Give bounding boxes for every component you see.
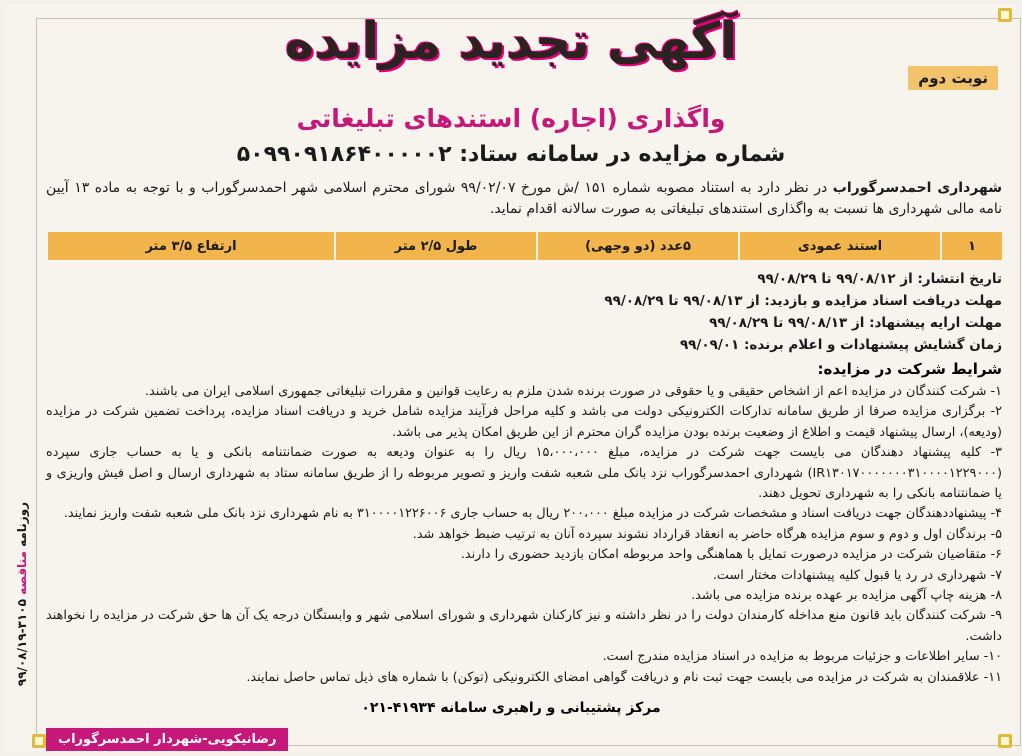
terms-list [46, 382, 1002, 688]
corner-ornament-bottom-left [32, 734, 46, 748]
term-item: ۹- شرکت کنندگان باید قانون منع مداخله کارمندان دولت را در نظر داشته و نیز کارکنان شهرداری و شورای اسلامی شهر و وابستگان درجه یک آن ها حق شرکت در مزایده را نخواهند داشت. [46, 608, 1002, 644]
ad-subtitle: واگذاری (اجاره) استندهای تبلیغاتی [296, 104, 726, 133]
corner-ornament-bottom-right [998, 734, 1012, 748]
support-center-line: مرکز پشتیبانی و راهبری سامانه ۴۱۹۳۴-۰۲۱ [361, 700, 661, 716]
intro-lead: شهرداری احمدسرگوراب [832, 180, 1003, 196]
term-item: ۲- برگزاری مزایده صرفا از طریق سامانه تدارکات الکترونیکی دولت می باشد و کلیه مراحل فرآیند مزایده شامل خرید و دریافت اسناد مزایده، پرداخت تضمین شرکت در مزایده (ودیعه)، ارسال پیشنهاد قیمت و اطلاع از وضعیت برنده بودن مزایده گران محترم از این طریق امکان پذیر می باشد. [46, 404, 1002, 440]
date-publish: تاریخ انتشار: از ۹۹/۰۸/۱۲ تا ۹۹/۰۸/۲۹ [757, 271, 1002, 287]
date-documents: مهلت دریافت اسناد مزایده و بازدید: از ۹۹/۰۸/۱۳ تا ۹۹/۰۸/۲۹ [604, 293, 1002, 309]
date-opening: زمان گشایش پیشنهادات و اعلام برنده: ۹۹/۰۹/۰۱ [679, 337, 1002, 353]
terms-heading: شرایط شرکت در مزایده: [817, 360, 1002, 378]
newspaper-side-label [10, 444, 34, 744]
signature-footer: رضانیکویی-شهردار احمدسرگوراب [46, 728, 288, 751]
side-issue: ۳۱۰۵-۹۹/۰۸/۱۹ [15, 599, 29, 687]
ad-title: آگهی تجدید مزایده [284, 12, 738, 70]
side-brand: مناقصه [15, 551, 29, 595]
round-badge: نوبت دوم [908, 66, 998, 90]
table-cell-index: ۱ [940, 232, 1002, 260]
table-cell-length: طول ۲/۵ متر [334, 232, 536, 260]
intro-text: در نظر دارد به استناد مصوبه شماره ۱۵۱ /ش مورخ ۹۹/۰۲/۰۷ شورای محترم اسلامی شهر احمدسرگوراب و با توجه به ماده ۱۳ آیین نامه مالی شهرداری ها نسبت به واگذاری استندهای تبلیغاتی به صورت سالانه اقدام نماید. [46, 180, 1002, 217]
tender-number: شماره مزایده در سامانه ستاد: ۵۰۹۹۰۹۱۸۶۴۰۰۰۰۰۲ [236, 142, 786, 167]
advertisement-page [6, 4, 1016, 752]
term-item: ۸- هزینه چاپ آگهی مزایده بر عهده برنده مزایده می باشد. [691, 588, 1002, 604]
table-cell-count: ۵عدد (دو وجهی) [536, 232, 738, 260]
term-item: ۷- شهرداری در رد یا قبول کلیه پیشنهادات مختار است. [712, 567, 1002, 583]
term-item: ۱۱- علاقمندان به شرکت در مزایده می بایست جهت ثبت نام و دریافت گواهی امضای الکترونیکی (توکن) با شماره های ذیل تماس حاصل نمایند. [246, 669, 1002, 685]
ad-title-banner [6, 12, 1016, 70]
term-item: ۴- پیشنهاددهندگان جهت دریافت اسناد و مشخصات شرکت در مزایده مبلغ ۲۰۰،۰۰۰ ریال به حساب جاری ۳۱۰۰۰۰۱۲۲۶۰۰۶ به نام شهرداری نزد بانک ملی شعبه شفت واریز نمایند. [63, 506, 1002, 522]
table-cell-item: استند عمودی [738, 232, 940, 260]
intro-paragraph [46, 178, 1002, 220]
table-cell-height: ارتفاع ۳/۵ متر [46, 232, 334, 260]
term-item: ۱۰- سایر اطلاعات و جزئیات مربوط به مزایده در اسناد مزایده مندرج است. [602, 649, 1002, 665]
date-proposal: مهلت ارایه پیشنهاد: از ۹۹/۰۸/۱۳ تا ۹۹/۰۸/۲۹ [709, 315, 1002, 331]
side-prefix: روزنامه [15, 501, 29, 547]
term-item: ۳- کلیه پیشنهاد دهندگان می بایست جهت شرکت در مزایده، مبلغ ۱۵،۰۰۰،۰۰۰ ریال را به عنوان ودیعه به صورت ضمانتنامه بانکی و یا به حساب جاری سپرده (IR۱۳۰۱۷۰۰۰۰۰۰۰۳۱۰۰۰۰۱۲۲۹۰۰۰) شهرداری احمدسرگوراب نزد بانک ملی شعبه شفت واریز و تصویر مربوطه را از طریق سامانه ستاد به شهرداری ارسال و اصل فیش واریزی و یا ضمانتنامه بانکی را به شهرداری تحویل دهند. [46, 445, 1003, 502]
item-table-row [46, 232, 1002, 260]
schedule-list [604, 268, 1002, 356]
term-item: ۶- متقاضیان شرکت در مزایده درصورت تمایل با هماهنگی واحد مربوطه امکان بازدید حضوری را دارند. [460, 547, 1002, 563]
term-item: ۵- برندگان اول و دوم و سوم مزایده هرگاه حاضر به انعقاد قرارداد نشوند سپرده آنان به ترتیب ضبط خواهد شد. [412, 526, 1002, 542]
term-item: ۱- شرکت کنندگان در مزایده اعم از اشخاص حقیقی و یا حقوقی در صورت برنده شدن ملزم به رعایت قوانین و مقررات تبلیغاتی جمهوری اسلامی ایران می باشند. [144, 384, 1002, 399]
